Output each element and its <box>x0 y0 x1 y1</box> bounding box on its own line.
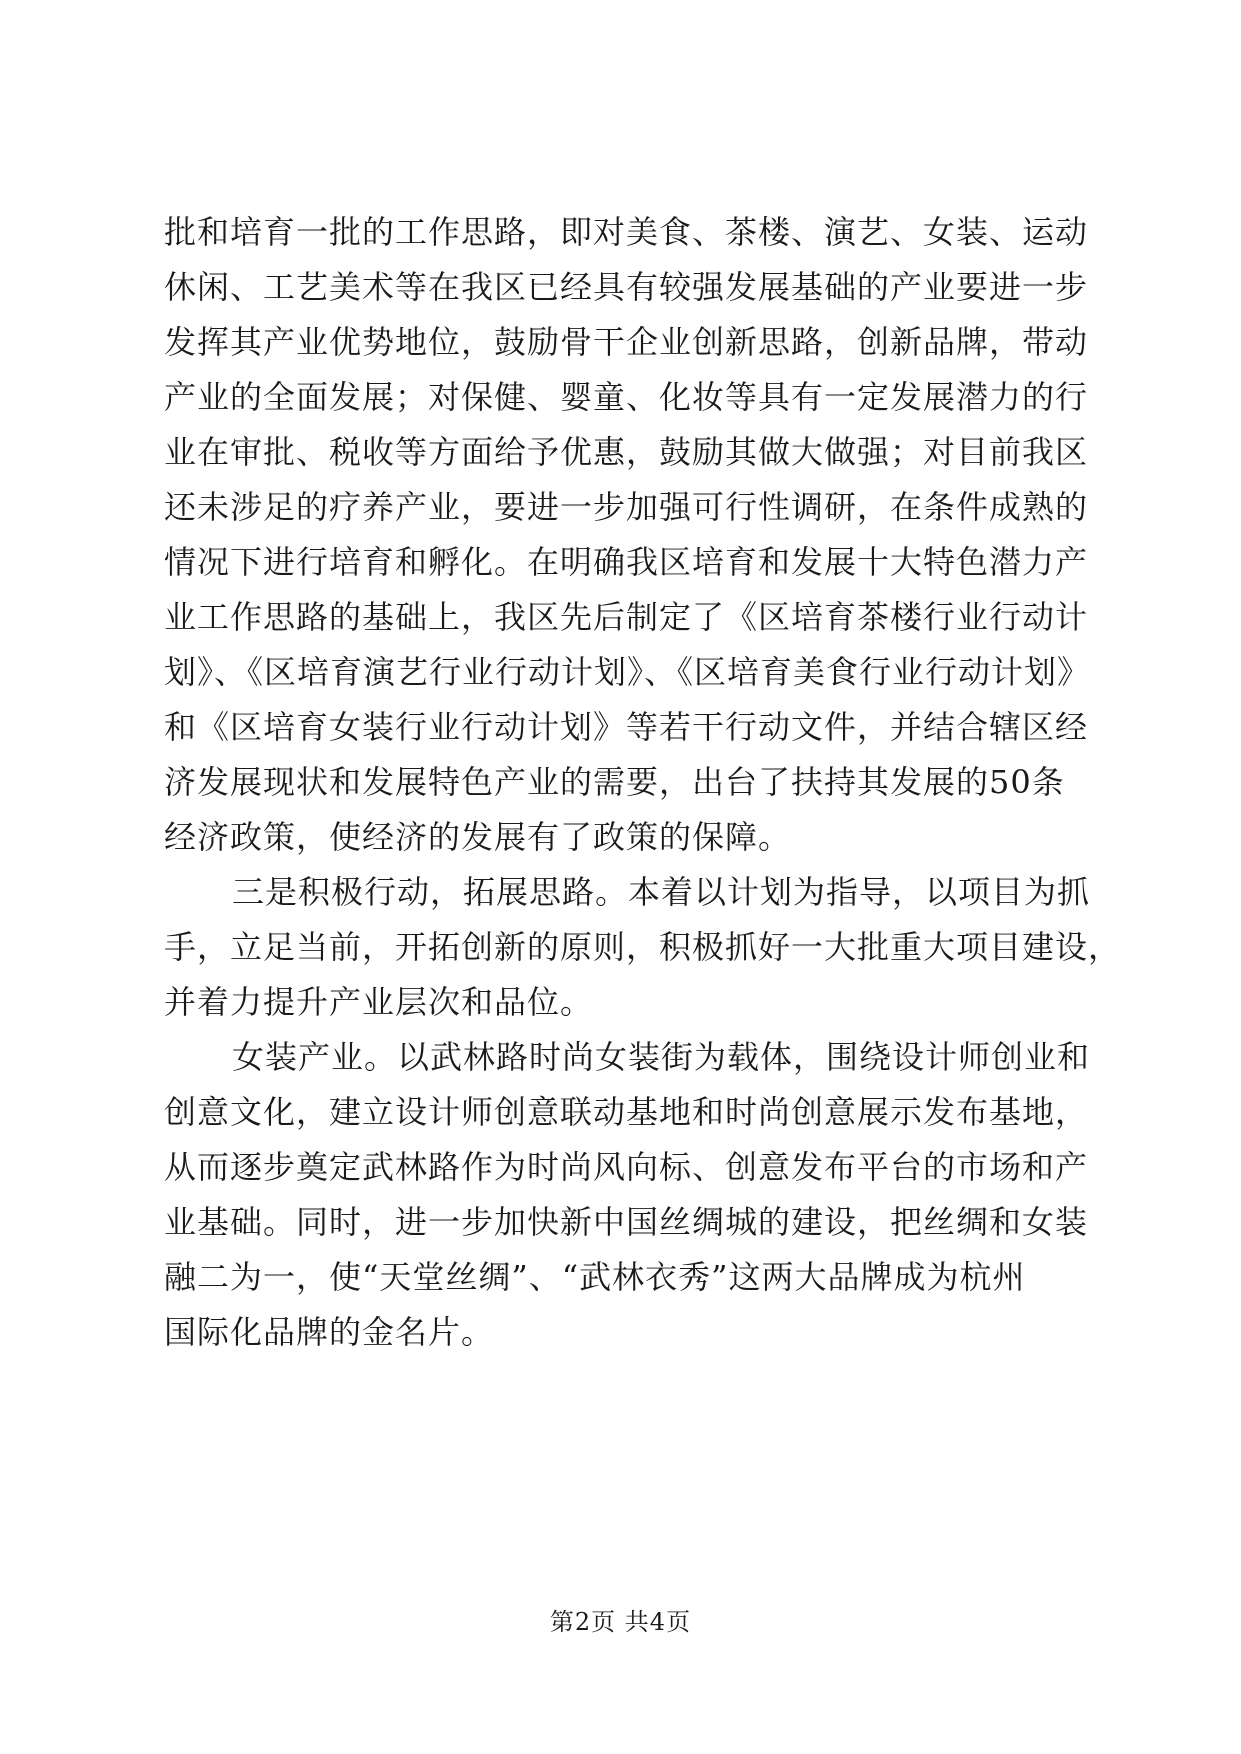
text-line: 产业的全面发展；对保健、婴童、化妆等具有一定发展潜力的行 <box>164 378 1089 416</box>
text-line: 创意文化，建立设计师创意联动基地和时尚创意展示发布基地， <box>164 1093 1089 1131</box>
text-line: 业在审批、税收等方面给予优惠，鼓励其做大做强；对目前我区 <box>164 433 1089 471</box>
page-number-footer: 第2页 共4页 <box>549 1608 692 1636</box>
text-line: 业工作思路的基础上，我区先后制定了《区培育茶楼行业行动计 <box>164 598 1089 636</box>
text-line: 济发展现状和发展特色产业的需要，出台了扶持其发展的50条 <box>164 763 1065 801</box>
text-line: 国际化品牌的金名片。 <box>164 1313 495 1351</box>
text-line: 融二为一，使“天堂丝绸”、“武林衣秀”这两大品牌成为杭州 <box>164 1258 1026 1296</box>
text-line: 发挥其产业优势地位，鼓励骨干企业创新思路，创新品牌，带动 <box>164 323 1089 361</box>
text-line: 还未涉足的疗养产业，要进一步加强可行性调研，在条件成熟的 <box>164 488 1089 526</box>
text-line: 手，立足当前，开拓创新的原则，积极抓好一大批重大项目建设， <box>164 928 1122 966</box>
text-line: 并着力提升产业层次和品位。 <box>164 983 594 1021</box>
text-line: 情况下进行培育和孵化。在明确我区培育和发展十大特色潜力产 <box>164 543 1089 581</box>
text-line: 从而逐步奠定武林路作为时尚风向标、创意发布平台的市场和产 <box>164 1148 1089 1186</box>
text-line: 业基础。同时，进一步加快新中国丝绸城的建设，把丝绸和女装 <box>164 1203 1089 1241</box>
text-line: 女装产业。以武林路时尚女装街为载体，围绕设计师创业和 <box>232 1038 1091 1076</box>
text-line: 划》、《区培育演艺行业行动计划》、《区培育美食行业行动计划》 <box>164 653 1091 691</box>
text-line: 经济政策，使经济的发展有了政策的保障。 <box>164 818 792 856</box>
text-line: 和《区培育女装行业行动计划》等若干行动文件，并结合辖区经 <box>164 708 1089 746</box>
text-line: 休闲、工艺美术等在我区已经具有较强发展基础的产业要进一步 <box>164 268 1089 306</box>
text-line: 批和培育一批的工作思路，即对美食、茶楼、演艺、女装、运动 <box>164 213 1089 251</box>
text-line: 三是积极行动，拓展思路。本着以计划为指导，以项目为抓 <box>232 873 1091 911</box>
